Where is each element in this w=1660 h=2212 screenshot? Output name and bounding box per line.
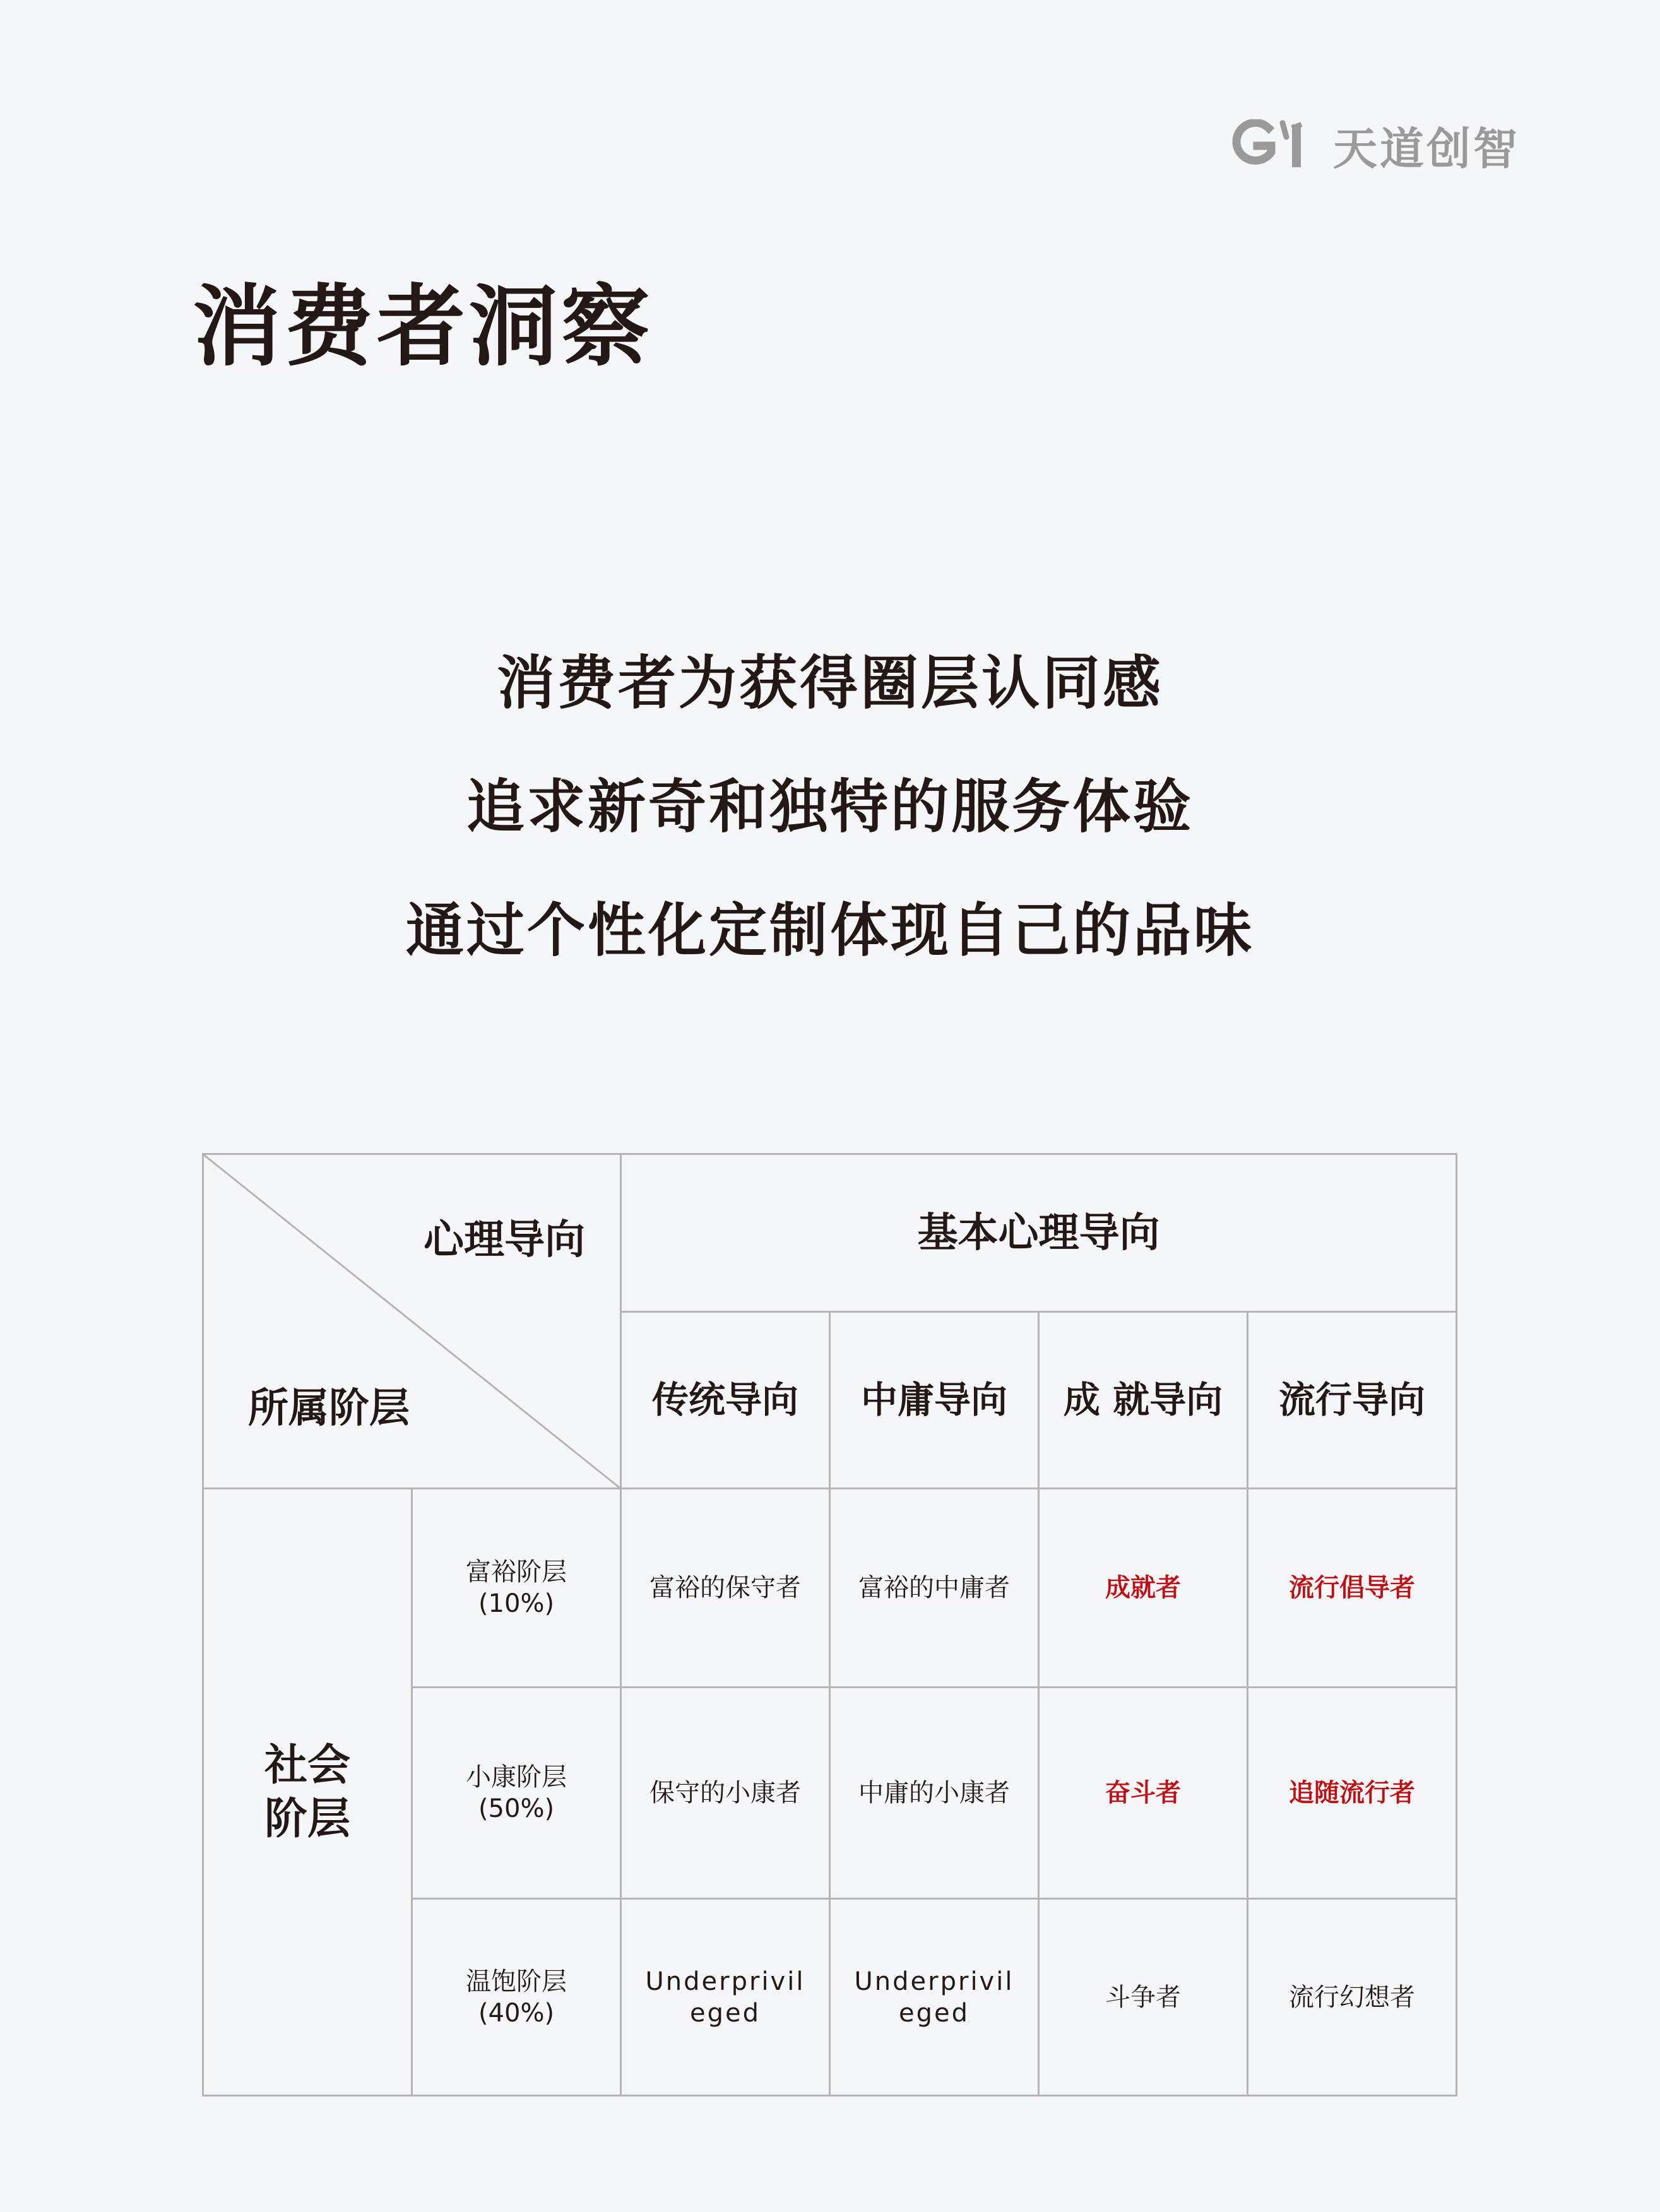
matrix-cell-highlight: 追随流行者	[1248, 1688, 1457, 1899]
insight-statement: 通过个性化定制体现自己的品味	[405, 897, 1254, 964]
matrix-cell-highlight: 奋斗者	[1039, 1688, 1248, 1899]
corner-diagonal	[204, 1155, 622, 1489]
brand-name: 天道创智	[1333, 122, 1520, 175]
row-label-share: (40%)	[478, 1998, 555, 2028]
matrix-cell: 富裕的保守者	[621, 1489, 830, 1688]
column-header-moderate: 中庸导向	[830, 1312, 1039, 1489]
insight-statement: 追求新奇和独特的服务体验	[466, 773, 1194, 841]
column-header-achievement: 成 就导向	[1039, 1312, 1248, 1489]
row-label-share: (10%)	[478, 1589, 555, 1618]
matrix-cell: Underprivil eged	[621, 1899, 830, 2096]
matrix-cell-highlight: 成就者	[1039, 1489, 1248, 1688]
column-header-trend: 流行导向	[1248, 1312, 1457, 1489]
main-header: 基本心理导向	[621, 1154, 1457, 1312]
matrix-corner-cell	[203, 1154, 621, 1489]
row-group-label: 社会 阶层	[203, 1489, 412, 2096]
corner-label-class: 所属阶层	[248, 1385, 410, 1432]
corner-label-orientation: 心理导向	[424, 1217, 585, 1263]
row-label-text: 小康阶层	[466, 1763, 567, 1792]
row-label-affluent	[412, 1489, 621, 1688]
row-label-subsistence	[412, 1899, 621, 2096]
insight-statement: 消费者为获得圈层认同感	[496, 649, 1163, 717]
column-header-traditional: 传统导向	[621, 1312, 830, 1489]
row-label-share: (50%)	[478, 1794, 555, 1823]
row-label-middle	[412, 1688, 621, 1899]
consumer-segment-matrix	[202, 1153, 1457, 2097]
matrix-cell: Underprivil eged	[830, 1899, 1039, 2096]
page-title: 消费者洞察	[193, 276, 654, 379]
matrix-cell: 中庸的小康者	[830, 1688, 1039, 1899]
matrix-cell: 保守的小康者	[621, 1688, 830, 1899]
row-label-text: 富裕阶层	[466, 1558, 567, 1587]
matrix-cell-highlight: 流行倡导者	[1248, 1489, 1457, 1688]
matrix-cell: 流行幻想者	[1248, 1899, 1457, 2096]
matrix-cell: 斗争者	[1039, 1899, 1248, 2096]
g1-logo-mark-icon	[1231, 119, 1312, 171]
row-label-text: 温饱阶层	[466, 1967, 567, 1996]
matrix-cell: 富裕的中庸者	[830, 1489, 1039, 1688]
brand-logo	[1231, 114, 1520, 177]
insight-statements	[0, 622, 1660, 993]
